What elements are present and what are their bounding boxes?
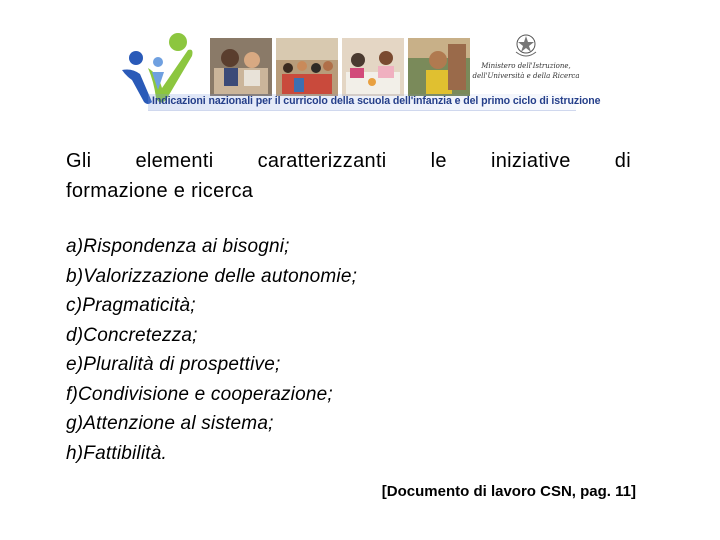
title-line-1 (66, 146, 631, 176)
list-item: e)Pluralità di prospettive; (66, 354, 281, 375)
header-banner (118, 24, 601, 114)
classroom-photo (408, 38, 470, 96)
curriculum-banner (148, 94, 601, 111)
classroom-photo (342, 38, 404, 96)
list-item: a)Rispondenza ai bisogni; (66, 236, 290, 257)
list-item: c)Pragmaticità; (66, 295, 196, 316)
ministry-text-line1: Ministero dell'Istruzione, (481, 62, 571, 70)
title-word: iniziative (490, 150, 571, 172)
list-item: b)Valorizzazione delle autonomie; (66, 265, 358, 287)
title-word: caratterizzanti (257, 150, 387, 172)
source-citation: [Documento di lavoro CSN, pag. 11] (381, 483, 636, 500)
banner-text: Indicazioni nazionali per il curricolo della scuola dell'infanzia e del primo ciclo di istruzione (152, 95, 601, 107)
title-line-2: formazione e ricerca (66, 180, 254, 202)
list-item: h)Fattibilità. (66, 442, 168, 464)
photo-strip (210, 38, 470, 98)
list-item: g)Attenzione al sistema; (66, 413, 274, 434)
list-item: d)Concretezza; (66, 324, 198, 346)
slide-title (66, 146, 631, 206)
ministry-text-line2: dell'Università e della Ricerca (472, 72, 580, 80)
title-word: elementi (135, 150, 214, 172)
classroom-photo (276, 38, 338, 96)
title-word: le (430, 150, 447, 172)
title-word: di (614, 150, 631, 172)
title-word: Gli (66, 150, 92, 172)
classroom-photo (210, 38, 272, 96)
ministry-emblem (472, 30, 580, 90)
list-item: f)Condivisione e cooperazione; (66, 383, 333, 405)
criteria-list (66, 232, 357, 468)
